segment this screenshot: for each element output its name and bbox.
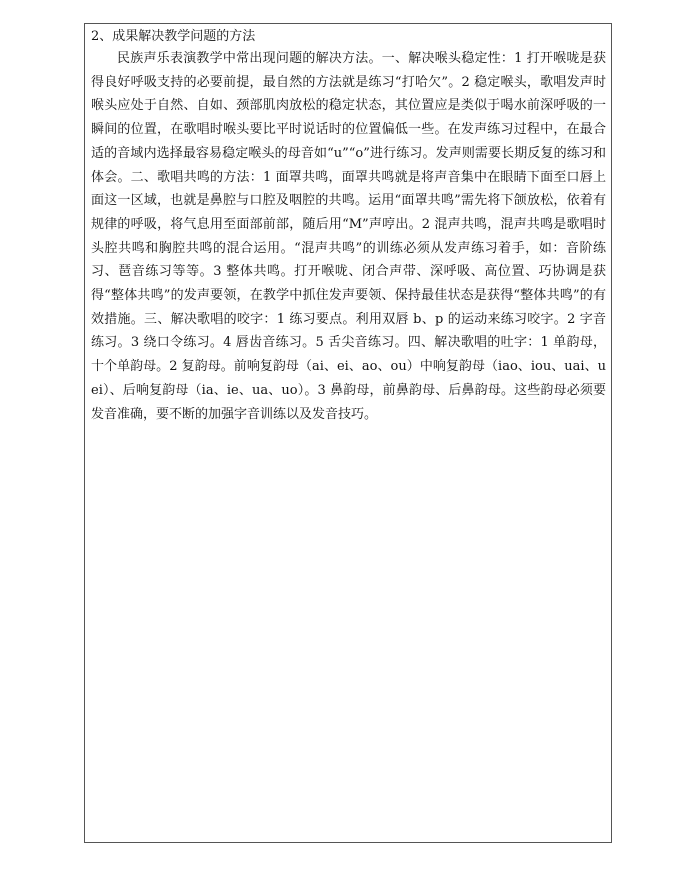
section-body-text: 民族声乐表演教学中常出现问题的解决方法。一、解决喉头稳定性：1 打开喉咙是获得良好呼吸支持的必要前提，最自然的方法就是练习“打哈欠”。2 稳定喉头，歌唱发声时喉头应处于自然、自如、颈部肌肉放松的稳定状态，其位置应是类似于喝水前深呼吸的一瞬间的位置，在歌唱时喉头要比平时说话时的位置偏低一些。在发声练习过程中，在最合适的音域内选择最容易稳定喉头的母音如“u”“o”进行练习。发声则需要长期反复的练习和体会。二、歌唱共鸣的方法：1 面罩共鸣，面罩共鸣就是将声音集中在眼睛下面至口唇上面这一区域，也就是鼻腔与口腔及咽腔的共鸣。运用“面罩共鸣”需先将下颌放松，依着有规律的呼吸，将气息用至面部前部，随后用“M”声哼出。2 混声共鸣，混声共鸣是歌唱时头腔共鸣和胸腔共鸣的混合运用。“混声共鸣”的训练必须从发声练习着手，如：音阶练习、琶音练习等等。3 整体共鸣。打开喉咙、闭合声带、深呼吸、高位置、巧协调是获得“整体共鸣”的发声要领，在教学中抓住发声要领、保持最佳状态是获得“整体共鸣”的有效措施。三、解决歌唱的咬字：1 练习要点。利用双唇 b、p 的运动来练习咬字。2 字音练习。3 绕口令练习。4 唇齿音练习。5 舌尖音练习。四、解决歌唱的吐字：1 单韵母，十个单韵母。2 复韵母。前响复韵母（ai、ei、ao、ou）中响复韵母（iao、iou、uai、uei）、后响复韵母（ia、ie、ua、uo）。3 鼻韵母，前鼻韵母、后鼻韵母。这些韵母必须要发音准确，要不断的加强字音训练以及发音技巧。 [91, 51, 606, 422]
section-heading: 2、成果解决教学问题的方法 [91, 29, 256, 44]
form-table-cell [84, 23, 612, 843]
